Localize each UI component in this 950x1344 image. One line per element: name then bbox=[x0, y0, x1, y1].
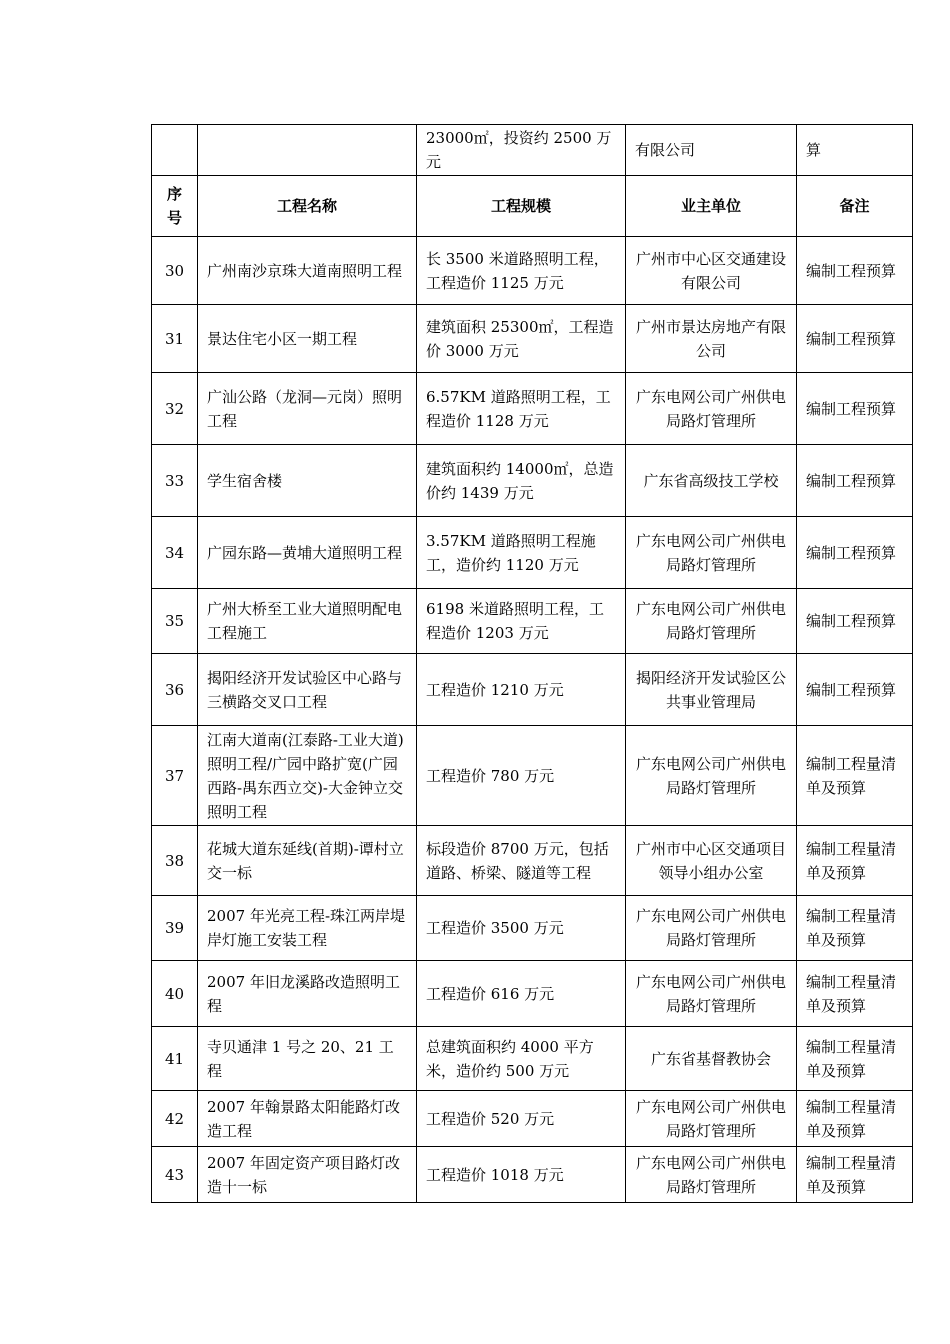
header-name-cell: 工程名称 bbox=[198, 176, 417, 237]
owner-cell: 广东电网公司广州供电局路灯管理所 bbox=[626, 726, 797, 826]
header-owner-cell: 业主单位 bbox=[626, 176, 797, 237]
note-cell: 编制工程量清单及预算 bbox=[797, 726, 913, 826]
project-scale-cell: 建筑面积 25300㎡，工程造价 3000 万元 bbox=[417, 305, 626, 373]
table-row bbox=[152, 373, 913, 445]
continuation-owner-cell: 有限公司 bbox=[626, 125, 797, 176]
project-name-cell: 2007 年光亮工程-珠江两岸堤岸灯施工安装工程 bbox=[198, 896, 417, 961]
project-name-cell: 景达住宅小区一期工程 bbox=[198, 305, 417, 373]
seq-cell: 43 bbox=[152, 1147, 198, 1203]
project-name-cell: 广州南沙京珠大道南照明工程 bbox=[198, 237, 417, 305]
table-row bbox=[152, 589, 913, 654]
seq-cell: 35 bbox=[152, 589, 198, 654]
owner-cell: 广州市中心区交通建设有限公司 bbox=[626, 237, 797, 305]
continuation-scale-cell: 23000㎡，投资约 2500 万元 bbox=[417, 125, 626, 176]
project-scale-cell: 6198 米道路照明工程，工程造价 1203 万元 bbox=[417, 589, 626, 654]
seq-cell: 40 bbox=[152, 961, 198, 1027]
owner-cell: 广东省高级技工学校 bbox=[626, 445, 797, 517]
table-row bbox=[152, 826, 913, 896]
table-row bbox=[152, 1027, 913, 1091]
table-row bbox=[152, 896, 913, 961]
note-cell: 编制工程预算 bbox=[797, 654, 913, 726]
owner-cell: 揭阳经济开发试验区公共事业管理局 bbox=[626, 654, 797, 726]
seq-cell: 37 bbox=[152, 726, 198, 826]
project-scale-cell: 长 3500 米道路照明工程，工程造价 1125 万元 bbox=[417, 237, 626, 305]
table-row bbox=[152, 654, 913, 726]
project-scale-cell: 标段造价 8700 万元，包括道路、桥梁、隧道等工程 bbox=[417, 826, 626, 896]
note-cell: 编制工程量清单及预算 bbox=[797, 1027, 913, 1091]
table-row bbox=[152, 961, 913, 1027]
header-scale-cell: 工程规模 bbox=[417, 176, 626, 237]
project-scale-cell: 3.57KM 道路照明工程施工，造价约 1120 万元 bbox=[417, 517, 626, 589]
project-table-body bbox=[152, 125, 913, 1203]
note-cell: 编制工程预算 bbox=[797, 237, 913, 305]
project-name-cell: 广园东路—黄埔大道照明工程 bbox=[198, 517, 417, 589]
owner-cell: 广东电网公司广州供电局路灯管理所 bbox=[626, 1147, 797, 1203]
seq-cell: 32 bbox=[152, 373, 198, 445]
owner-cell: 广东电网公司广州供电局路灯管理所 bbox=[626, 517, 797, 589]
project-scale-cell: 工程造价 520 万元 bbox=[417, 1091, 626, 1147]
project-name-cell: 2007 年固定资产项目路灯改造十一标 bbox=[198, 1147, 417, 1203]
table-row bbox=[152, 237, 913, 305]
project-name-cell: 2007 年旧龙溪路改造照明工程 bbox=[198, 961, 417, 1027]
seq-cell: 33 bbox=[152, 445, 198, 517]
project-scale-cell: 工程造价 780 万元 bbox=[417, 726, 626, 826]
table-row bbox=[152, 517, 913, 589]
owner-cell: 广东电网公司广州供电局路灯管理所 bbox=[626, 961, 797, 1027]
note-cell: 编制工程量清单及预算 bbox=[797, 961, 913, 1027]
note-cell: 编制工程量清单及预算 bbox=[797, 826, 913, 896]
owner-cell: 广州市中心区交通项目领导小组办公室 bbox=[626, 826, 797, 896]
owner-cell: 广东省基督教协会 bbox=[626, 1027, 797, 1091]
note-cell: 编制工程量清单及预算 bbox=[797, 1147, 913, 1203]
seq-cell: 30 bbox=[152, 237, 198, 305]
project-scale-cell: 工程造价 616 万元 bbox=[417, 961, 626, 1027]
project-name-cell: 2007 年翰景路太阳能路灯改造工程 bbox=[198, 1091, 417, 1147]
project-name-cell: 学生宿舍楼 bbox=[198, 445, 417, 517]
note-cell: 编制工程量清单及预算 bbox=[797, 896, 913, 961]
seq-cell: 41 bbox=[152, 1027, 198, 1091]
seq-cell: 38 bbox=[152, 826, 198, 896]
project-name-cell: 广汕公路（龙洞—元岗）照明工程 bbox=[198, 373, 417, 445]
continuation-seq-cell bbox=[152, 125, 198, 176]
note-cell: 编制工程预算 bbox=[797, 517, 913, 589]
table-row bbox=[152, 1147, 913, 1203]
note-cell: 编制工程预算 bbox=[797, 445, 913, 517]
project-scale-cell: 工程造价 1210 万元 bbox=[417, 654, 626, 726]
table-row bbox=[152, 726, 913, 826]
seq-cell: 42 bbox=[152, 1091, 198, 1147]
owner-cell: 广东电网公司广州供电局路灯管理所 bbox=[626, 1091, 797, 1147]
table-row bbox=[152, 445, 913, 517]
header-seq-cell bbox=[152, 176, 198, 237]
table-row bbox=[152, 1091, 913, 1147]
project-scale-cell: 工程造价 1018 万元 bbox=[417, 1147, 626, 1203]
owner-cell: 广州市景达房地产有限公司 bbox=[626, 305, 797, 373]
project-scale-cell: 6.57KM 道路照明工程，工程造价 1128 万元 bbox=[417, 373, 626, 445]
seq-cell: 39 bbox=[152, 896, 198, 961]
project-name-cell: 江南大道南(江泰路-工业大道)照明工程/广园中路扩宽(广园西路-禺东西立交)-大金钟立交照明工程 bbox=[198, 726, 417, 826]
project-scale-cell: 建筑面积约 14000㎡，总造价约 1439 万元 bbox=[417, 445, 626, 517]
continuation-row bbox=[152, 125, 913, 176]
project-table bbox=[151, 124, 913, 1203]
note-cell: 编制工程预算 bbox=[797, 305, 913, 373]
project-name-cell: 广州大桥至工业大道照明配电工程施工 bbox=[198, 589, 417, 654]
header-seq-char-2: 号 bbox=[166, 209, 182, 227]
note-cell: 编制工程预算 bbox=[797, 589, 913, 654]
project-name-cell: 花城大道东延线(首期)-谭村立交一标 bbox=[198, 826, 417, 896]
continuation-note-cell: 算 bbox=[797, 125, 913, 176]
header-seq-char-1: 序 bbox=[166, 185, 182, 203]
owner-cell: 广东电网公司广州供电局路灯管理所 bbox=[626, 373, 797, 445]
seq-cell: 36 bbox=[152, 654, 198, 726]
project-name-cell: 寺贝通津 1 号之 20、21 工程 bbox=[198, 1027, 417, 1091]
project-scale-cell: 工程造价 3500 万元 bbox=[417, 896, 626, 961]
seq-cell: 31 bbox=[152, 305, 198, 373]
note-cell: 编制工程预算 bbox=[797, 373, 913, 445]
header-row bbox=[152, 176, 913, 237]
owner-cell: 广东电网公司广州供电局路灯管理所 bbox=[626, 896, 797, 961]
header-note-cell: 备注 bbox=[797, 176, 913, 237]
seq-cell: 34 bbox=[152, 517, 198, 589]
project-name-cell: 揭阳经济开发试验区中心路与三横路交叉口工程 bbox=[198, 654, 417, 726]
continuation-name-cell bbox=[198, 125, 417, 176]
project-scale-cell: 总建筑面积约 4000 平方米，造价约 500 万元 bbox=[417, 1027, 626, 1091]
note-cell: 编制工程量清单及预算 bbox=[797, 1091, 913, 1147]
table-row bbox=[152, 305, 913, 373]
owner-cell: 广东电网公司广州供电局路灯管理所 bbox=[626, 589, 797, 654]
